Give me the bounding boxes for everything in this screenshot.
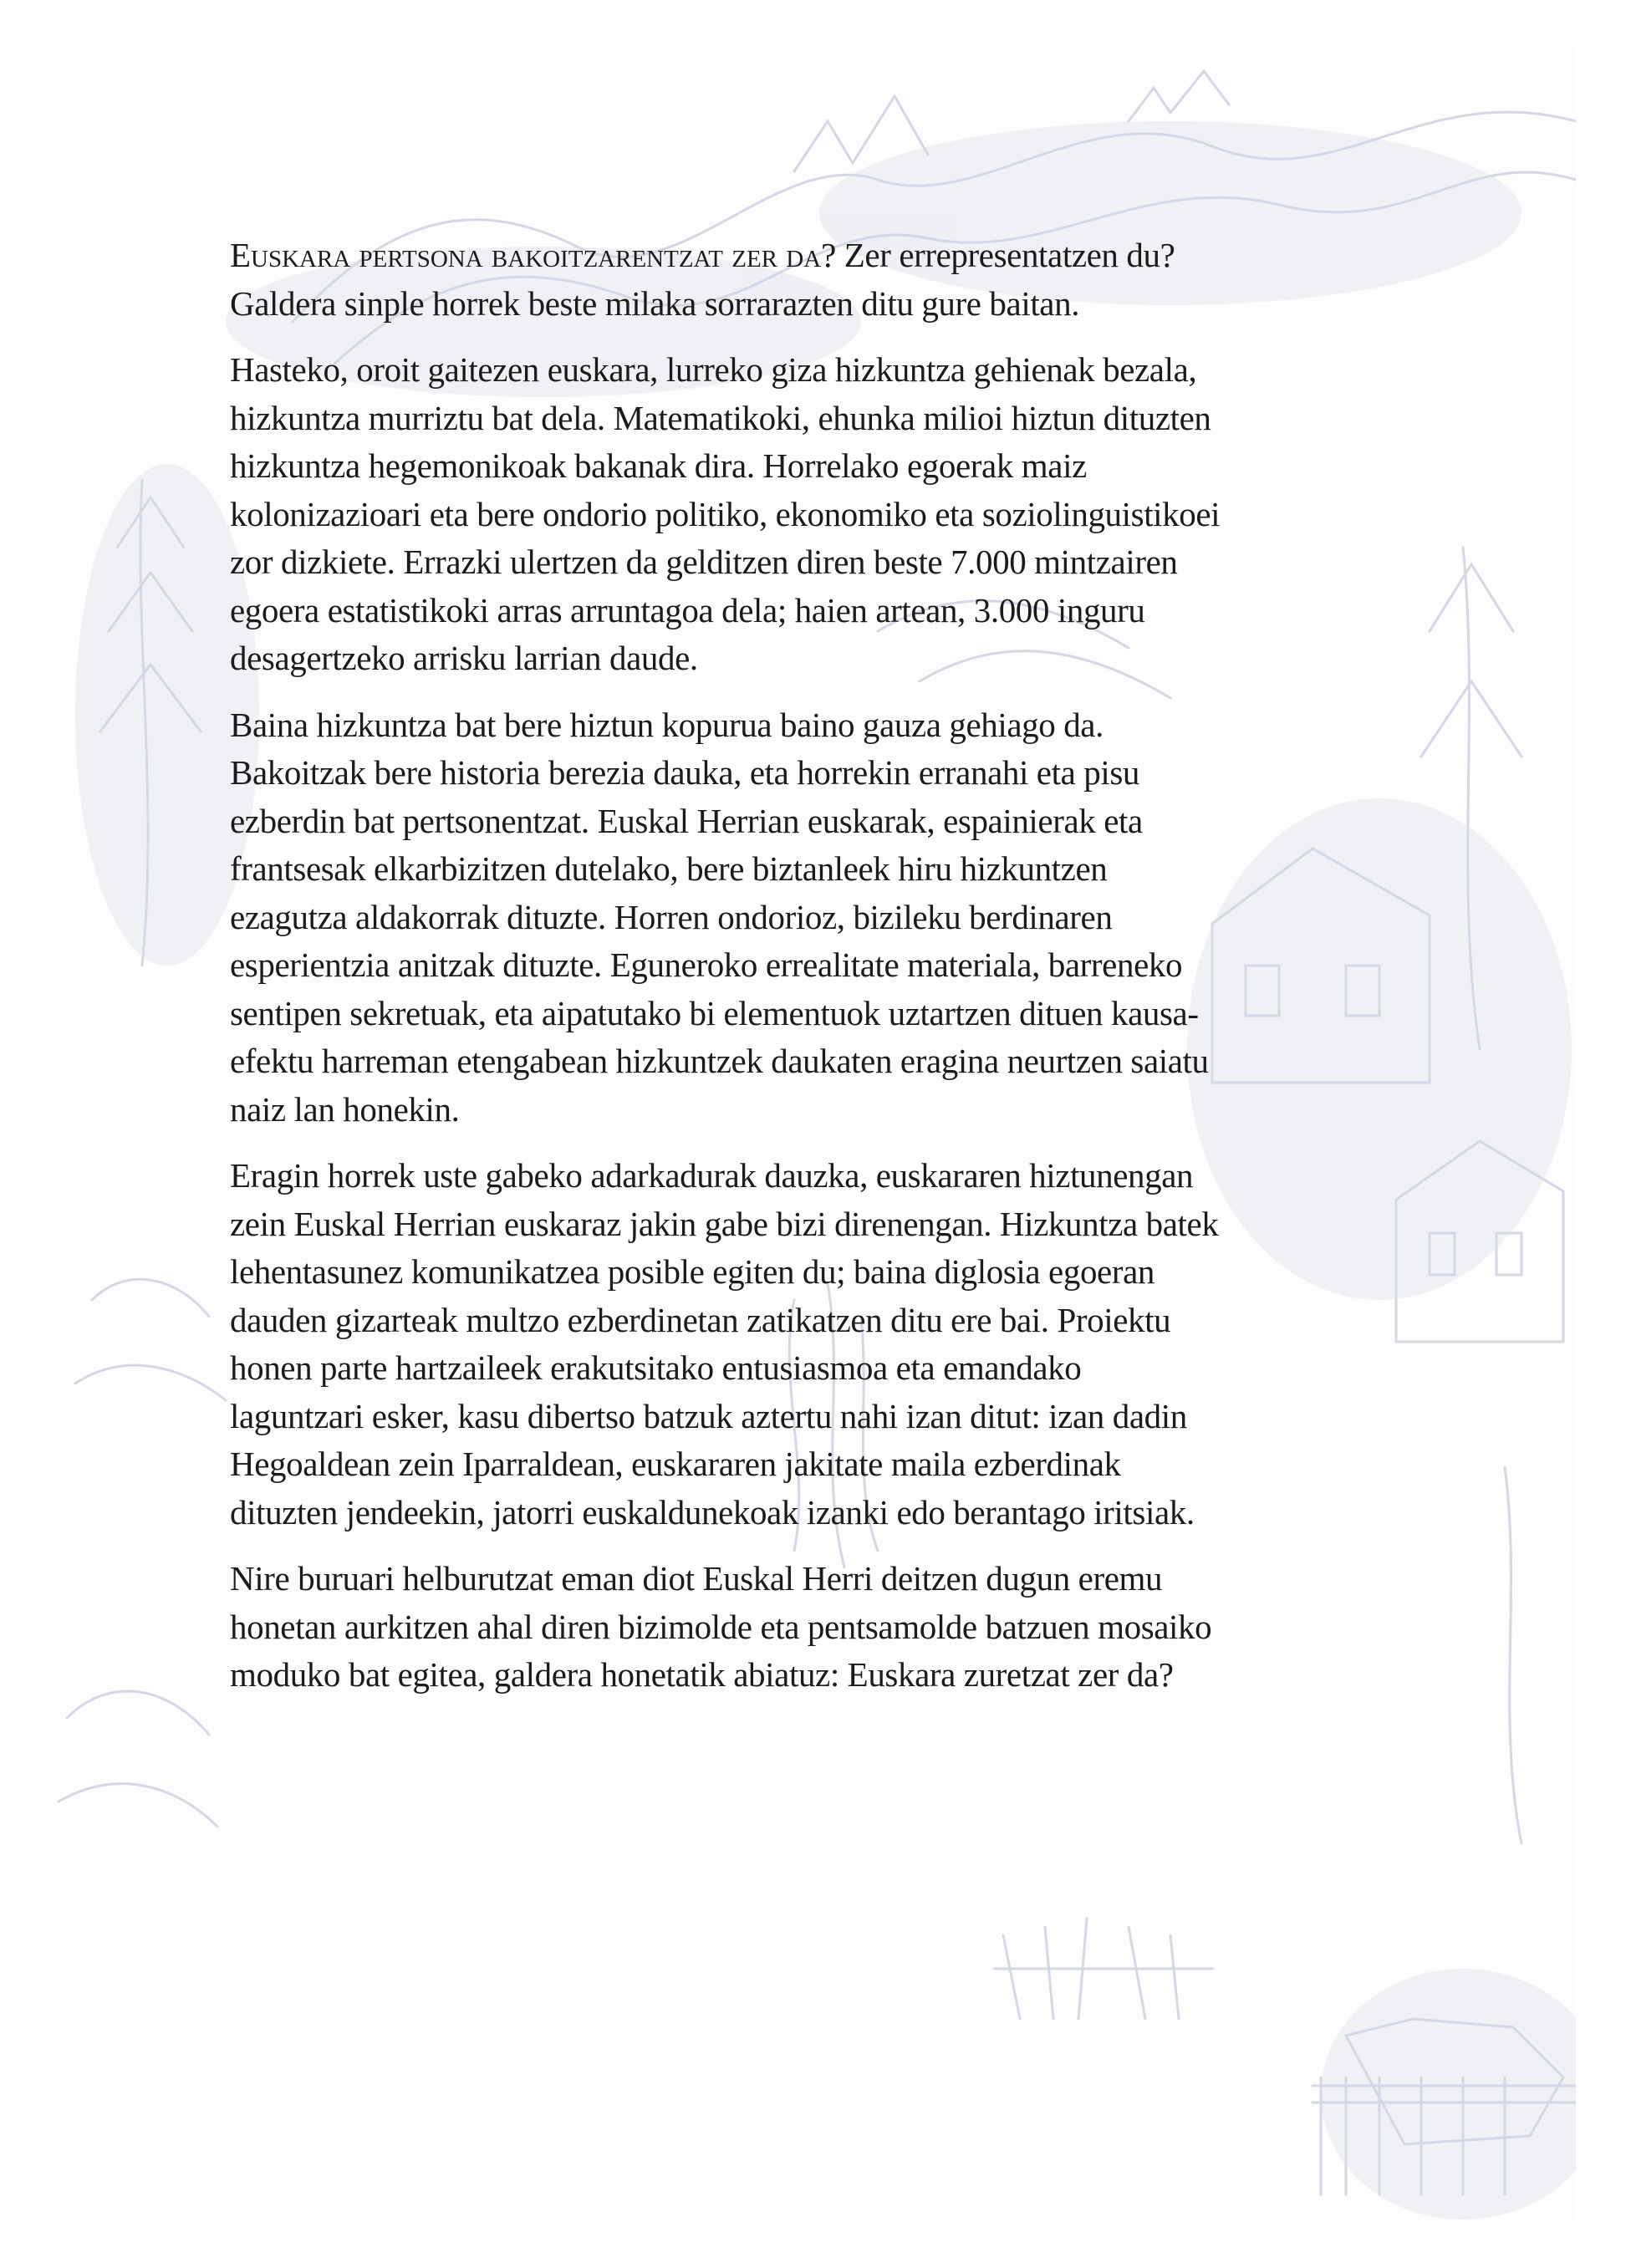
text-line: egoera estatistikoki arras arruntagoa dela; haien artean, 3.000 inguru <box>230 590 1145 629</box>
text-line: zein Euskal Herrian euskaraz jakin gabe bizi direnengan. Hizkuntza batek <box>230 1204 1219 1243</box>
text-line: moduko bat egitea, galdera honetatik abiatuz: Euskara zuretzat zer da? <box>230 1655 1174 1694</box>
text-line: Nire buruari helburutzat eman diot Euskal Herri deitzen dugun eremu <box>230 1559 1163 1598</box>
text-line: dauden gizarteak multzo ezberdinetan zatikatzen ditu ere bai. Proiektu <box>230 1300 1171 1339</box>
text-line: Eragin horrek uste gabeko adarkadurak dauzka, euskararen hiztunengan <box>230 1156 1194 1195</box>
text-line: ezagutza aldakorrak dituzte. Horren ondorioz, bizileku berdinaren <box>230 897 1113 936</box>
text-line <box>230 232 1517 280</box>
text-line: honetan aurkitzen ahal diren bizimolde eta pentsamolde batzuen mosaiko <box>230 1607 1212 1646</box>
text-line: Hegoaldean zein Iparraldean, euskararen jakitate maila ezberdinak <box>230 1445 1121 1483</box>
text-line: sentipen sekretuak, eta aipatutako bi elementuok uztartzen dituen kausa- <box>230 993 1199 1032</box>
paragraph-languages <box>230 346 1517 683</box>
text-line: Bakoitzak bere historia berezia dauka, eta horrekin erranahi eta pisu <box>230 753 1139 792</box>
text-line: dituzten jendeekin, jatorri euskaldunekoak izanki edo berantago iritsiak. <box>230 1492 1195 1532</box>
text-line: desagertzeko arrisku larrian daude. <box>230 639 698 677</box>
paragraph-goal <box>230 1555 1517 1700</box>
text-line: hizkuntza hegemonikoak bakanak dira. Horrelako egoerak maiz <box>230 446 1087 485</box>
paragraph-history <box>230 701 1517 1134</box>
lead-smallcaps: Euskara pertsona bakoitzarentzat zer da <box>230 236 822 274</box>
text-line: honen parte hartzaileek erakutsitako entusiasmoa eta emandako <box>230 1348 1082 1387</box>
text-line: Baina hizkuntza bat bere hiztun kopurua baino gauza gehiago da. <box>230 705 1104 744</box>
text-line: hizkuntza murriztu bat dela. Matematikoki, ehunka milioi hiztun dituzten <box>230 398 1211 437</box>
text-line: laguntzari esker, kasu dibertso batzuk aztertu nahi izan ditut: izan dadin <box>230 1396 1187 1435</box>
page-sheet <box>42 46 1576 2221</box>
text-line: Hasteko, oroit gaitezen euskara, lurreko giza hizkuntza gehienak bezala, <box>230 350 1197 389</box>
paragraph-intro <box>230 232 1517 328</box>
text-line: frantsesak elkarbizitzen dutelako, bere biztanleek hiru hizkuntzen <box>230 849 1108 888</box>
text-line: kolonizazioari eta bere ondorio politiko, ekonomiko eta soziolinguistikoei <box>230 494 1221 533</box>
text-line: lehentasunez komunikatzea posible egiten du; baina diglosia egoeran <box>230 1252 1155 1291</box>
text-line: ezberdin bat pertsonentzat. Euskal Herrian euskarak, espainierak eta <box>230 801 1143 840</box>
text-line: esperientzia anitzak dituzte. Eguneroko errealitate materiala, barreneko <box>230 945 1183 984</box>
text-line: efektu harreman etengabean hizkuntzek daukaten eragina neurtzen saiatu <box>230 1042 1209 1080</box>
article-body <box>230 232 1517 1718</box>
text-line: Galdera sinple horrek beste milaka sorrarazten ditu gure baitan. <box>230 283 1080 323</box>
text-line: zor dizkiete. Errazki ulertzen da gelditzen diren beste 7.000 mintzairen <box>230 543 1178 581</box>
text-line-rest: ? Zer errepresentatzen du? <box>821 236 1175 274</box>
paragraph-influence <box>230 1152 1517 1537</box>
text-line: naiz lan honekin. <box>230 1089 460 1129</box>
